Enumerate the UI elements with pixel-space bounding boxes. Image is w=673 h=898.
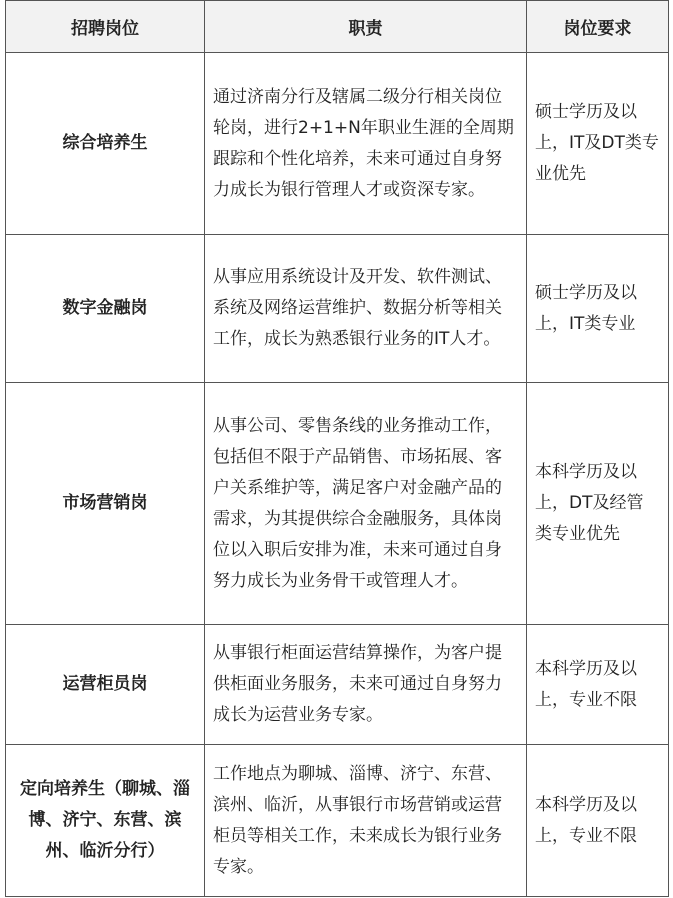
table-header bbox=[6, 1, 669, 53]
table-row bbox=[6, 235, 669, 383]
header-duty: 职责 bbox=[205, 1, 527, 53]
duty-cell: 从事公司、零售条线的业务推动工作，包括但不限于产品销售、市场拓展、客户关系维护等，满足客户对金融产品的需求，为其提供综合金融服务，具体岗位以入职后安排为准，未来可通过自身努力成长为业务骨干或管理人才。 bbox=[205, 383, 527, 625]
requirement-cell: 本科学历及以上，专业不限 bbox=[527, 625, 669, 745]
header-row bbox=[6, 1, 669, 53]
table-row bbox=[6, 53, 669, 235]
position-cell: 数字金融岗 bbox=[6, 235, 205, 383]
duty-cell: 从事应用系统设计及开发、软件测试、系统及网络运营维护、数据分析等相关工作，成长为熟悉银行业务的IT人才。 bbox=[205, 235, 527, 383]
table-body bbox=[6, 53, 669, 897]
position-cell: 市场营销岗 bbox=[6, 383, 205, 625]
table-row bbox=[6, 745, 669, 897]
duty-cell: 工作地点为聊城、淄博、济宁、东营、滨州、临沂，从事银行市场营销或运营柜员等相关工作，未来成长为银行业务专家。 bbox=[205, 745, 527, 897]
header-requirement: 岗位要求 bbox=[527, 1, 669, 53]
position-cell: 定向培养生（聊城、淄博、济宁、东营、滨州、临沂分行） bbox=[6, 745, 205, 897]
requirement-cell: 硕士学历及以上，IT及DT类专业优先 bbox=[527, 53, 669, 235]
requirement-cell: 硕士学历及以上，IT类专业 bbox=[527, 235, 669, 383]
requirement-cell: 本科学历及以上，DT及经管类专业优先 bbox=[527, 383, 669, 625]
header-position: 招聘岗位 bbox=[6, 1, 205, 53]
duty-cell: 通过济南分行及辖属二级分行相关岗位轮岗，进行2+1+N年职业生涯的全周期跟踪和个性化培养，未来可通过自身努力成长为银行管理人才或资深专家。 bbox=[205, 53, 527, 235]
requirement-cell: 本科学历及以上，专业不限 bbox=[527, 745, 669, 897]
duty-cell: 从事银行柜面运营结算操作，为客户提供柜面业务服务，未来可通过自身努力成长为运营业务专家。 bbox=[205, 625, 527, 745]
recruitment-table bbox=[5, 0, 669, 897]
table-row bbox=[6, 383, 669, 625]
table-row bbox=[6, 625, 669, 745]
position-cell: 综合培养生 bbox=[6, 53, 205, 235]
position-cell: 运营柜员岗 bbox=[6, 625, 205, 745]
